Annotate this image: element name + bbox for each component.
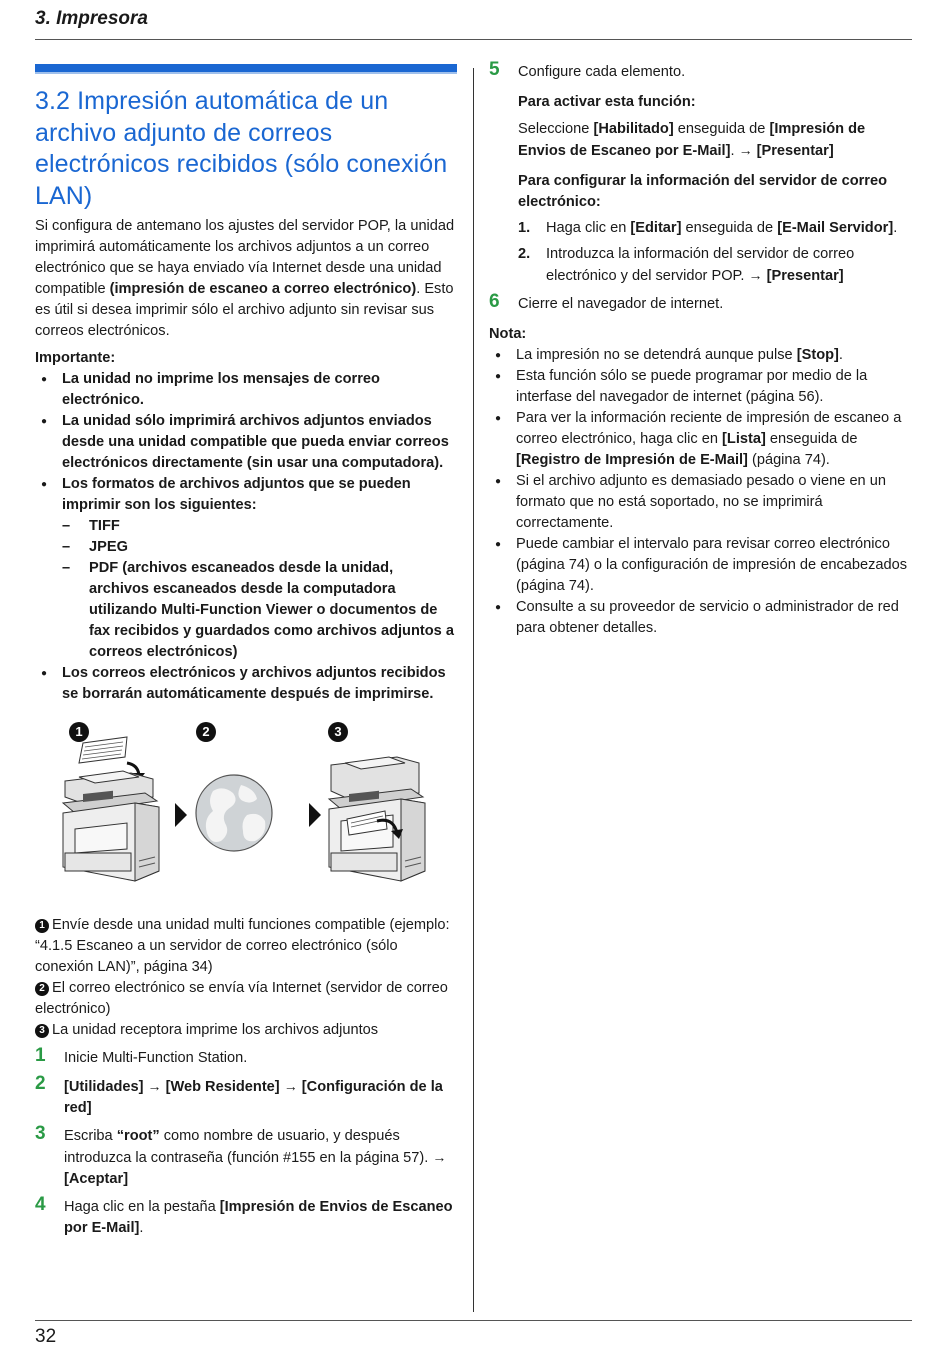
- note-bullet-1: [489, 345, 912, 366]
- flow-arrow-1: [175, 803, 187, 827]
- header-title: 3. Impresora: [35, 8, 148, 29]
- step-2: [35, 1073, 457, 1119]
- note-bullet-5: ● Puede cambiar el intervalo para revisar correo electrónico (página 74) o la configuración de impresión de encabezados (página 74).: [489, 534, 912, 597]
- step-4-tab-name: [Impresión de Envios de Escaneo por E-Mail]: [64, 1199, 453, 1236]
- caption-3-number: 3: [35, 1024, 49, 1038]
- note-3-lista: [Lista]: [722, 431, 766, 447]
- step-4-number: 4: [35, 1194, 46, 1215]
- page-number: 32: [35, 1326, 57, 1347]
- step-2-utilidades: [Utilidades]: [64, 1079, 144, 1095]
- server-step-2-text: Introduzca la información del servidor de correo electrónico y del servidor POP.: [546, 246, 855, 284]
- note-bullet-3: [489, 408, 912, 471]
- server-step-1-email-servidor: [E-Mail Servidor]: [777, 220, 894, 236]
- right-column: [489, 59, 912, 639]
- arrow-icon: →: [147, 1078, 162, 1094]
- server-step-1-text-b: enseguida de: [681, 220, 778, 236]
- caption-3: [35, 1020, 457, 1041]
- server-step-1-text-a: Haga clic en: [546, 220, 631, 236]
- receiving-printer-icon: [329, 757, 425, 881]
- server-step-2-presentar: [Presentar]: [766, 268, 844, 284]
- format-pdf: – PDF (archivos escaneados desde la unidad, archivos escaneados desde la computadora utilizando Multi-Function Viewer o documentos de fax recibidos y guardados como archivos adjuntos a correos electrónicos): [62, 558, 457, 663]
- activate-impresion-envios: [Impresión de Envios de Escaneo por E-Mail]: [518, 121, 866, 159]
- diagram-number-1: 1: [69, 722, 89, 742]
- activate-text-c: .: [730, 143, 739, 159]
- step-2-number: 2: [35, 1073, 46, 1094]
- step-4-text-a: Haga clic en la pestaña: [64, 1199, 220, 1215]
- footer-rule: [35, 1320, 912, 1321]
- server-step-1-number: 1.: [518, 220, 531, 236]
- internet-globe-icon: [196, 775, 272, 851]
- important-bullet-1: ● La unidad no imprime los mensajes de correo electrónico.: [35, 369, 457, 411]
- note-3-registro: [Registro de Impresión de E-Mail]: [516, 452, 748, 468]
- diagram-number-3: 3: [328, 722, 348, 742]
- caption-3-text: La unidad receptora imprime los archivos adjuntos: [52, 1022, 379, 1038]
- server-step-1: [518, 218, 912, 239]
- arrow-icon: →: [748, 267, 763, 283]
- step-5-number: 5: [489, 59, 500, 80]
- note-label: Nota:: [489, 326, 527, 342]
- arrow-icon: →: [283, 1078, 298, 1094]
- activate-text-a: Seleccione: [518, 121, 594, 137]
- important-bullet-2: ● La unidad sólo imprimirá archivos adjuntos enviados desde una unidad compatible que pueda enviar correos electrónicos directamente (sin usar una computadora).: [35, 411, 457, 474]
- section-title: 3.2 Impresión automática de un archivo adjunto de correos electrónicos recibidos (sólo conexión LAN): [35, 87, 448, 210]
- left-column: [35, 64, 457, 1239]
- step-1-text: Inicie Multi-Function Station.: [64, 1050, 248, 1066]
- activate-presentar: [Presentar]: [756, 143, 834, 159]
- step-6: [489, 291, 912, 315]
- server-config-steps: [489, 218, 912, 287]
- step-2-configuracion-red: [Configuración de la red]: [64, 1079, 443, 1116]
- formats-list: [62, 516, 457, 663]
- note-3-text-b: enseguida de: [765, 431, 858, 447]
- caption-1-text: Envíe desde una unidad multi funciones compatible (ejemplo: “4.1.5 Escaneo a un servidor de correo electrónico (sólo conexión LAN)”, página 34): [35, 917, 450, 975]
- server-step-2: [518, 244, 912, 287]
- step-2-web-residente: [Web Residente]: [165, 1079, 280, 1095]
- important-label: Importante:: [35, 350, 116, 366]
- note-bullet-2: ● Esta función sólo se puede programar por medio de la interfase del navegador de internet (página 56).: [489, 366, 912, 408]
- note-bullet-4: ● Si el archivo adjunto es demasiado pesado o viene en un formato que no está soportado, no se imprimirá correctamente.: [489, 471, 912, 534]
- arrow-icon: →: [738, 142, 753, 158]
- step-3-text-b: como nombre de usuario, y después introduzca la contraseña (función #155 en la página 57).: [64, 1128, 433, 1166]
- server-config-label: Para configurar la información del servidor de correo electrónico:: [518, 173, 888, 210]
- step-3-number: 3: [35, 1123, 46, 1144]
- note-3-text-c: (página 74).: [747, 452, 830, 468]
- sending-printer-icon: [63, 771, 159, 881]
- diagram-captions: [35, 915, 457, 1041]
- step-3-aceptar: [Aceptar]: [64, 1171, 129, 1187]
- activate-text-b: enseguida de: [673, 121, 770, 137]
- activate-habilitado: [Habilitado]: [593, 121, 674, 137]
- diagram-artwork: [35, 721, 457, 911]
- step-6-number: 6: [489, 291, 500, 312]
- important-list: [35, 369, 457, 705]
- column-divider: [473, 68, 474, 1312]
- note-1-text-a: La impresión no se detendrá aunque pulse: [516, 347, 797, 363]
- intro-text-a: Si configura de antemano los ajustes del servidor POP, la unidad imprimirá automáticamente los archivos adjuntos a un correo electrónico que se haya enviado vía Internet desde una unidad compatible: [35, 218, 455, 297]
- important-bullet-4: ● Los correos electrónicos y archivos adjuntos recibidos se borrarán automáticamente después de imprimirse.: [35, 663, 457, 705]
- caption-2-number: 2: [35, 982, 49, 996]
- format-jpeg: – JPEG: [62, 537, 457, 558]
- server-step-2-number: 2.: [518, 246, 531, 262]
- caption-2: [35, 978, 457, 1020]
- caption-1: [35, 915, 457, 978]
- flow-arrow-2: [309, 803, 321, 827]
- format-tiff: – TIFF: [62, 516, 457, 537]
- step-1-number: 1: [35, 1045, 46, 1066]
- header-rule: [35, 39, 912, 40]
- section-bar: [35, 64, 457, 74]
- intro-bold: (impresión de escaneo a correo electrónico): [109, 281, 417, 297]
- server-step-1-text-c: .: [893, 220, 898, 236]
- step-3-text-a: Escriba: [64, 1128, 117, 1144]
- caption-2-text: El correo electrónico se envía vía Internet (servidor de correo electrónico): [35, 980, 448, 1017]
- note-1-text-b: .: [838, 347, 843, 363]
- step-5-text: Configure cada elemento.: [518, 64, 686, 80]
- note-bullet-6: ● Consulte a su proveedor de servicio o administrador de red para obtener detalles.: [489, 597, 912, 639]
- step-3: [35, 1123, 457, 1190]
- step-4: [35, 1194, 457, 1239]
- step-6-text: Cierre el navegador de internet.: [518, 296, 724, 312]
- step-1: [35, 1045, 457, 1069]
- caption-1-number: 1: [35, 919, 49, 933]
- arrow-icon: →: [432, 1149, 447, 1165]
- activate-instructions: [489, 119, 912, 162]
- server-step-1-editar: [Editar]: [630, 220, 682, 236]
- step-4-text-b: .: [139, 1220, 144, 1236]
- important-bullet-3: [35, 474, 457, 663]
- diagram-number-2: 2: [196, 722, 216, 742]
- step-5: [489, 59, 912, 83]
- intro-paragraph: [35, 216, 457, 342]
- note-3-text-a: Para ver la información reciente de impresión de escaneo a correo electrónico, haga clic en: [516, 410, 902, 447]
- email-print-diagram: [35, 721, 457, 911]
- note-1-stop: [Stop]: [796, 347, 839, 363]
- step-3-root: “root”: [116, 1128, 160, 1144]
- note-list: [489, 345, 912, 639]
- important-bullet-3-text: Los formatos de archivos adjuntos que se pueden imprimir son los siguientes:: [62, 476, 411, 513]
- intro-text-b: . Esto es útil si desea imprimir sólo el archivo adjunto sin revisar sus correos electrónicos.: [35, 281, 454, 339]
- activate-label: Para activar esta función:: [518, 94, 696, 110]
